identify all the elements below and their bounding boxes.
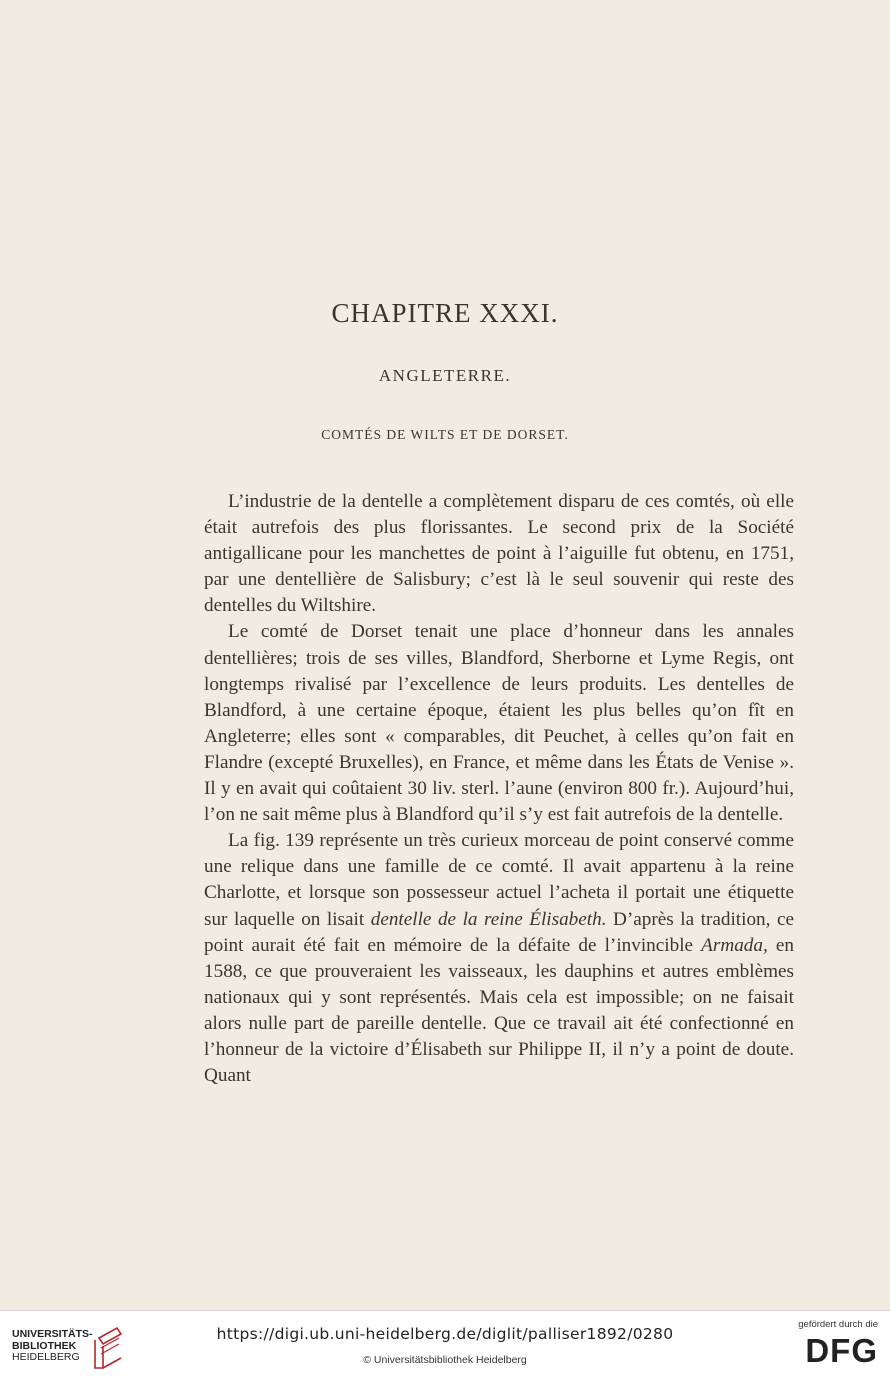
section-title: ANGLETERRE.: [378, 366, 512, 385]
funding-caption: gefördert durch die: [798, 1319, 878, 1330]
chapter-title: CHAPITRE XXXI.: [331, 298, 559, 328]
permalink-url[interactable]: https://digi.ub.uni-heidelberg.de/diglit/palliser1892/0280: [216, 1325, 674, 1343]
footer-bar: [0, 1310, 890, 1376]
body-text: [204, 489, 794, 1089]
library-name-line1: UNIVERSITÄTS-: [12, 1328, 93, 1340]
paragraph-3: [204, 828, 794, 1089]
paragraph-3-part-c: en 1588, ce que prouveraient les vaisseaux, les dauphins et autres emblèmes nationaux qui y sont représentés. Mais cela est impossible; on ne faisait alors nulle part de pareille dentelle. Que ce travail ait été confectionné en l’honneur de la victoire d’Élisabeth sur Philippe II, il n’y a point de doute. Quant: [204, 934, 794, 1087]
library-name-line3: HEIDELBERG: [12, 1351, 80, 1363]
dfg-logo: DFG: [805, 1332, 878, 1369]
paragraph-1: L’industrie de la dentelle a complètement disparu de ces comtés, où elle était autrefois des plus florissantes. Le second prix de la Société antigallicane pour les manchettes de point à l’aiguille fut obtenu, en 1751, par une dentellière de Salisbury; c’est là le seul souvenir qui reste des dentelles du Wiltshire.: [204, 491, 794, 617]
library-name-line2: BIBLIOTHEK: [12, 1339, 77, 1352]
dfg-funding-block[interactable]: [788, 1319, 878, 1371]
paragraph-3-part-a: La fig. 139 représente un très curieux morceau de point conservé comme une relique dans une famille de ce comté. Il avait appartenu à la reine Charlotte, et lorsque son possesseur actuel l’acheta il portait une étiquette sur laquelle on lisait: [204, 830, 794, 930]
italic-title-label: dentelle de la reine Élisabeth.: [370, 908, 607, 930]
copyright-notice: © Universitätsbibliothek Heidelberg: [363, 1354, 527, 1366]
paragraph-3-part-b: D’après la tradition, ce point aurait été fait en mémoire de la défaite de l’invincible: [204, 908, 794, 956]
paragraph-2: Le comté de Dorset tenait une place d’honneur dans les annales dentellières; trois de ses villes, Blandford, Sherborne et Lyme Regis, ont longtemps rivalisé par l’excellence de leurs produits. Les dentelles de Blandford, à une certaine époque, étaient les plus belles qu’on fît en Angleterre; elles sont « comparables, dit Peuchet, à celles qu’on fait en Flandre (excepté Bruxelles), en France, et même dans les États de Venise ». Il y en avait qui coûtaient 30 liv. sterl. l’aune (environ 800 fr.). Aujourd’hui, l’on ne sait même plus à Blandford qu’il s’y est fait autrefois de la dentelle.: [204, 621, 794, 826]
italic-armada: Armada,: [701, 934, 768, 956]
subsection-title: COMTÉS DE WILTS ET DE DORSET.: [321, 427, 569, 442]
